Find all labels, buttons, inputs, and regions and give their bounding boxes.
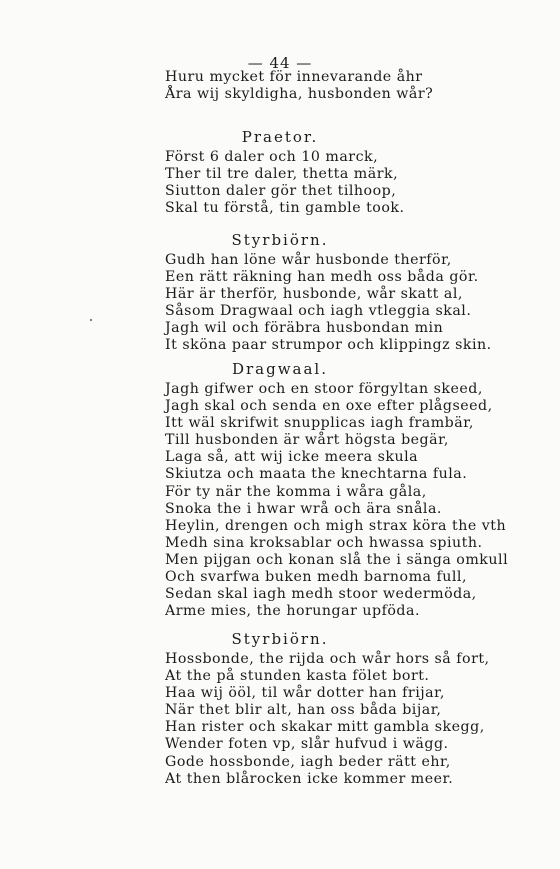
verse-line: Till husbonden är wårt högsta begär,	[165, 432, 449, 449]
speaker-name: Styrbiörn.	[231, 630, 329, 648]
verse-block	[165, 69, 495, 103]
verse-line: Jagh gifwer och en stoor förgyltan skeed,	[165, 381, 483, 397]
verse-line: Arme mies, the horungar upföda.	[165, 603, 420, 620]
verse-line: Skal tu förstå, tin gamble took.	[165, 200, 405, 217]
verse-line: Han rister och skakar mitt gambla skegg,	[165, 719, 485, 736]
verse-line: Först 6 daler och 10 marck,	[165, 149, 379, 165]
verse-line: Här är therför, husbonde, wår skatt al,	[165, 286, 463, 303]
verse-line: Wender foten vp, slår hufvud i wägg.	[165, 736, 449, 753]
verse-line: Itt wäl skrifwit snupplicas iagh frambär,	[165, 415, 474, 432]
verse-line: Hossbonde, the rijda och wår hors så fort,	[165, 651, 490, 667]
ink-speck	[90, 319, 92, 321]
verse-line: Huru mycket för innevarande åhr	[165, 69, 423, 85]
verse-line: At then blårocken icke kommer meer.	[165, 770, 454, 787]
verse-line: När thet blir alt, han oss båda bijar,	[165, 702, 442, 719]
verse-line: Åra wij skyldigha, husbonden wår?	[165, 86, 434, 103]
speaker-name: Praetor.	[241, 128, 319, 146]
verse-line: Een rätt räkning han medh oss båda gör.	[165, 269, 479, 286]
verse-line: Heylin, drengen och migh strax köra the vth	[165, 517, 507, 534]
verse-line: Och svarfwa buken medh barnoma full,	[165, 569, 467, 586]
verse-line: Siutton daler gör thet tilhoop,	[165, 183, 397, 200]
verse-line: Jagh skal och senda en oxe efter plågseed,	[165, 398, 493, 415]
verse-line: Laga så, att wij icke meera skula	[165, 449, 419, 466]
verse-line: Gudh han löne wår husbonde therför,	[165, 252, 452, 268]
verse-line: Gode hossbonde, iagh beder rätt ehr,	[165, 753, 451, 770]
verse-line: Sedan skal iagh medh stoor wedermöda,	[165, 586, 477, 603]
page-number: — 44 —	[247, 54, 313, 72]
verse-line: Såsom Dragwaal och iagh vtleggia skal.	[165, 303, 472, 320]
verse-line: Men pijgan och konan slå the i sänga omkull	[165, 551, 509, 568]
verse-line: För ty när the komma i wåra gåla,	[165, 483, 427, 500]
verse-block	[165, 381, 509, 620]
speaker-name: Styrbiörn.	[231, 231, 329, 249]
verse-block	[165, 149, 495, 217]
verse-line: At the på stunden kasta fölet bort.	[165, 668, 430, 685]
verse-block	[165, 651, 495, 788]
verse-line: Medh sina kroksablar och hwassa spiuth.	[165, 534, 483, 551]
verse-line: Snoka the i hwar wrå och ära snåla.	[165, 500, 442, 517]
verse-block	[165, 252, 495, 355]
verse-line: It sköna paar strumpor och klippingz skin.	[165, 337, 492, 354]
verse-line: Ther til tre daler, thetta märk,	[165, 166, 399, 183]
speaker-name: Dragwaal.	[231, 360, 329, 378]
verse-line: Skiutza och maata the knechtarna fula.	[165, 466, 468, 483]
verse-line: Jagh wil och föräbra husbondan min	[165, 320, 444, 337]
verse-line: Haa wij ööl, til wår dotter han frijar,	[165, 685, 445, 702]
